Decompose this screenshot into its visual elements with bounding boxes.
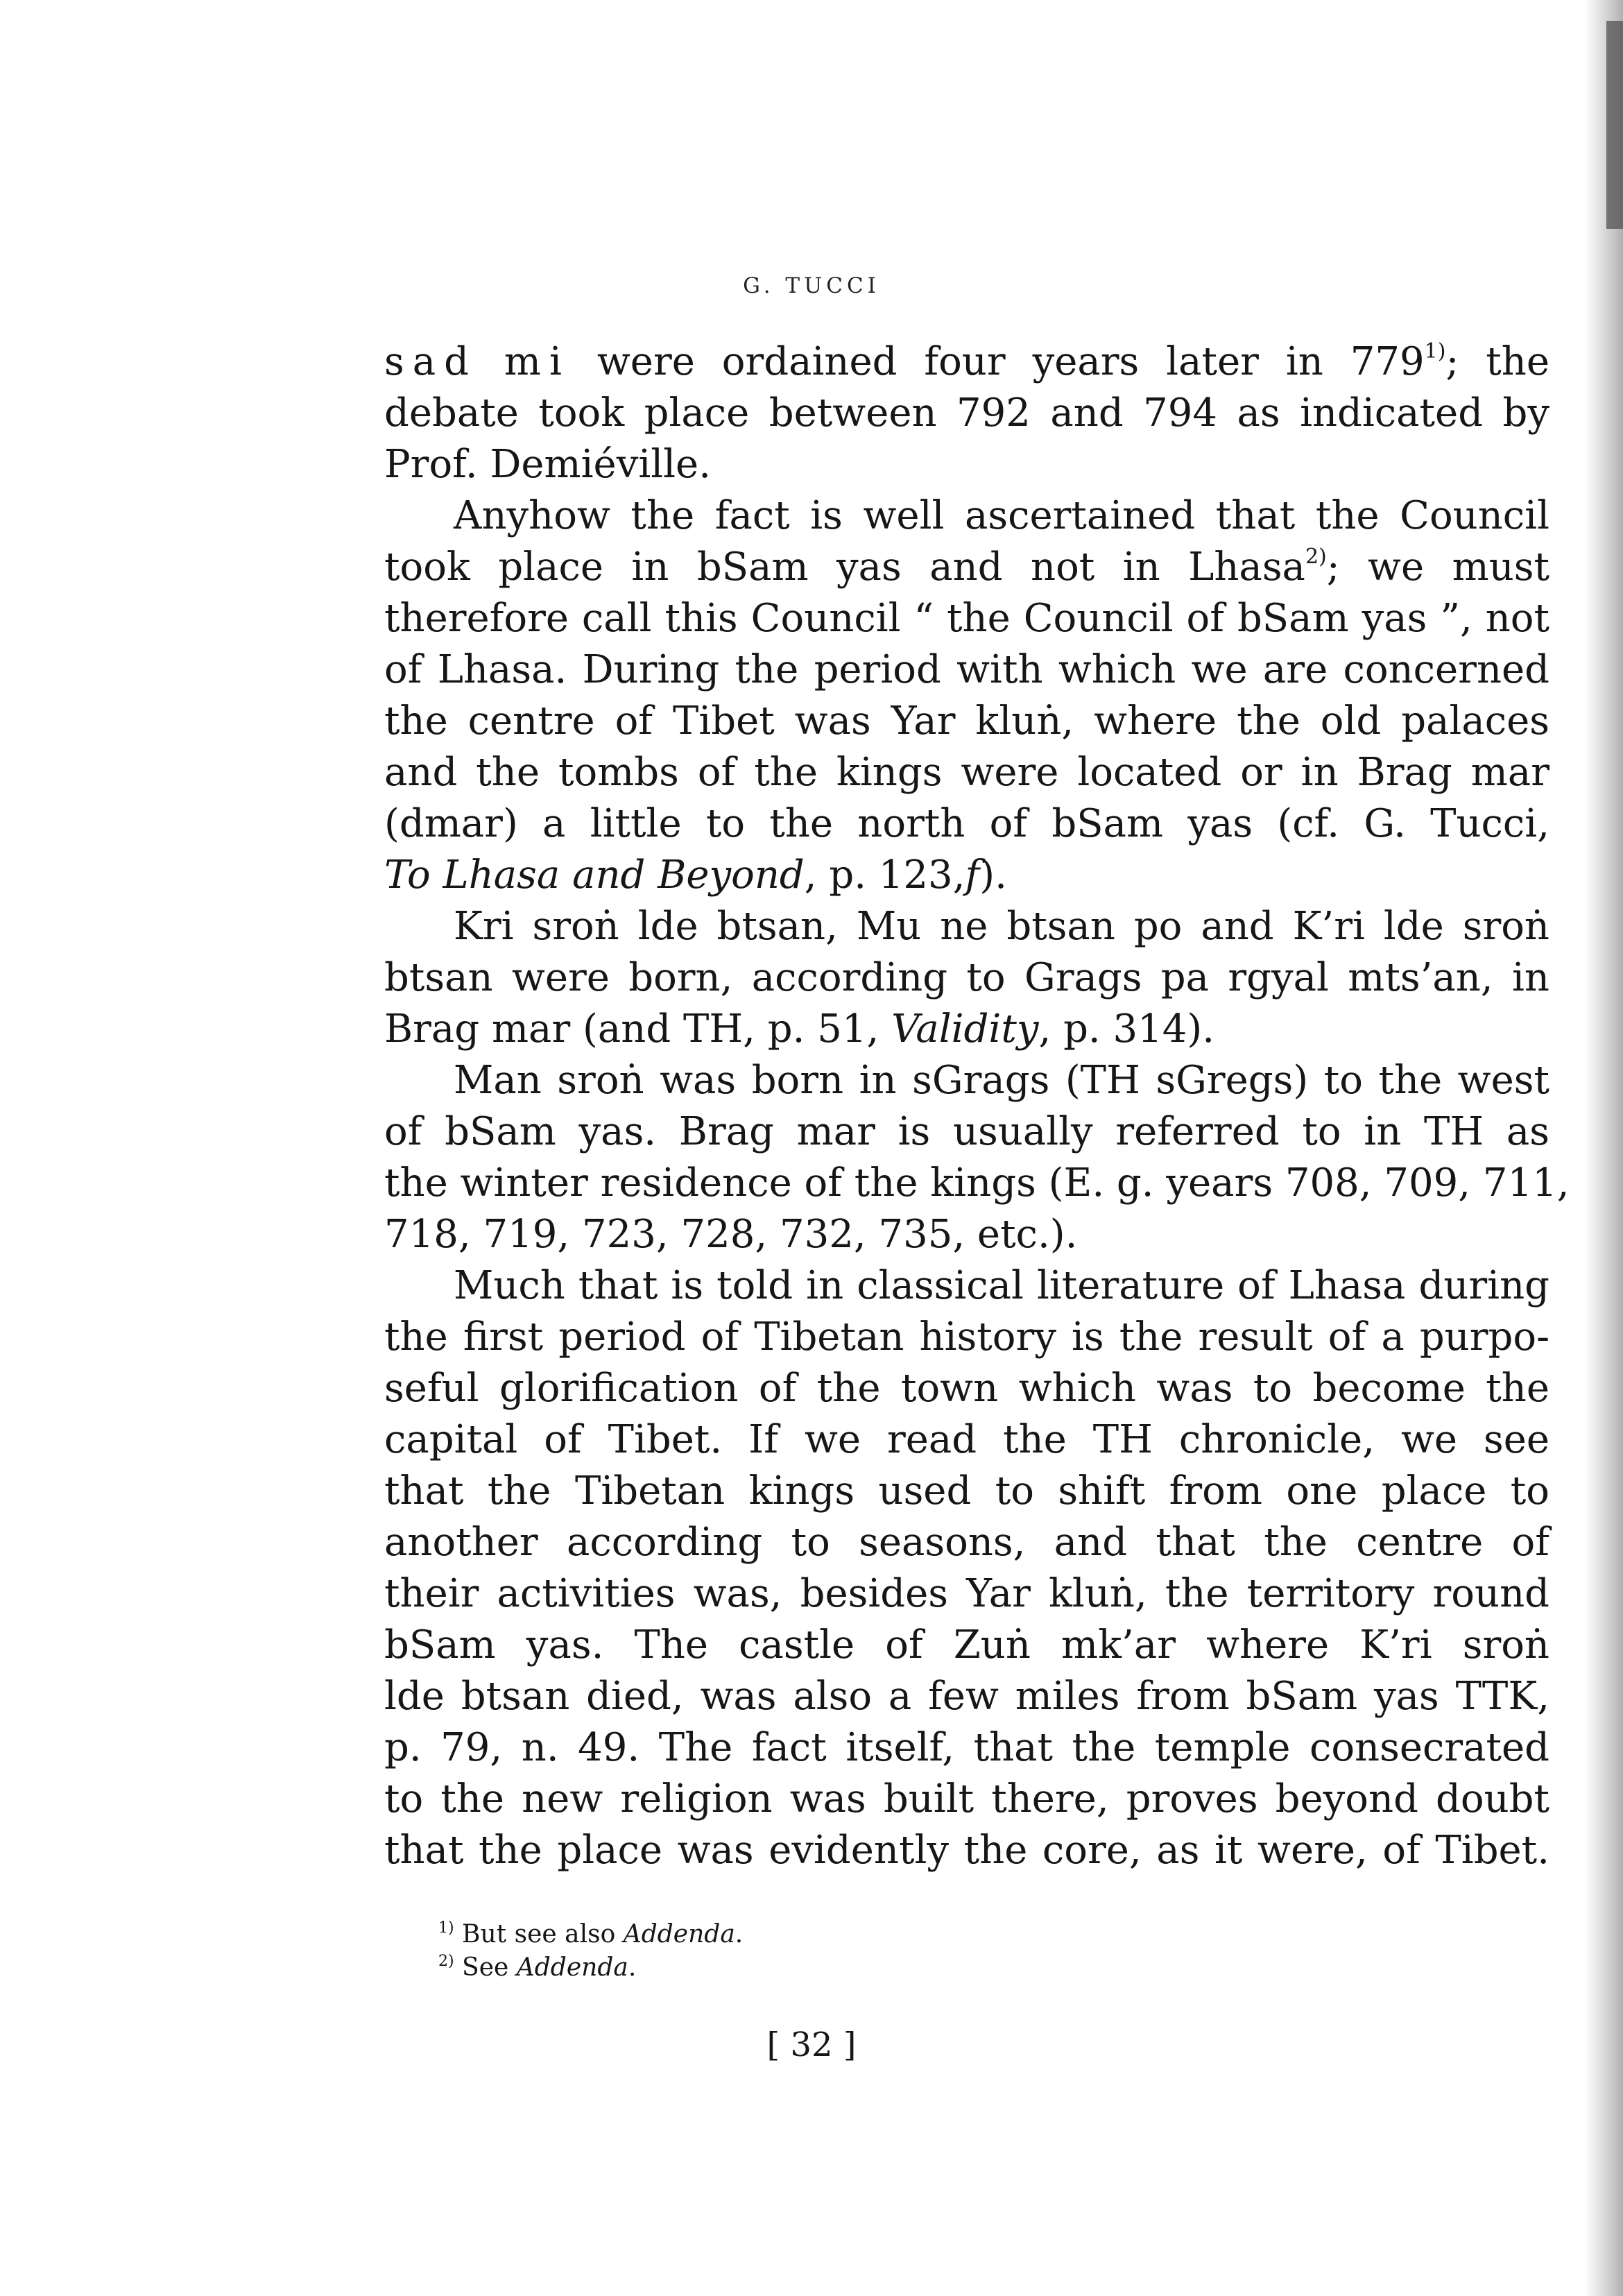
note-ref[interactable]: 1) xyxy=(1424,339,1446,363)
text-line: therefore call this Council “ the Council of bSam yas ”, not xyxy=(384,596,1549,641)
spaced-word: mi xyxy=(504,339,570,384)
text-line: Man sroṅ was born in sGrags (TH sGregs) to the west xyxy=(454,1058,1549,1103)
running-head: G. TUCCI xyxy=(743,273,880,298)
body-text xyxy=(384,336,1570,1876)
text-line: took place in bSam yas and not in Lhasa$^{2)}$; we must xyxy=(384,545,1549,590)
footnote: $^{2)}$ See Addenda. xyxy=(438,1953,637,1982)
text-line: the centre of Tibet was Yar kluṅ, where the old palaces xyxy=(384,699,1549,744)
text-line: of bSam yas. Brag mar is usually referred to in TH as xyxy=(384,1109,1549,1154)
text-line: that the Tibetan kings used to shift from one place to xyxy=(384,1468,1549,1514)
page-edge-mark xyxy=(1606,21,1623,229)
text-line: To Lhasa and Beyond, p. 123,f). xyxy=(384,853,1007,898)
text-line: another according to seasons, and that the centre of xyxy=(384,1520,1549,1565)
text-line: to the new religion was built there, proves beyond doubt xyxy=(384,1776,1549,1822)
text-line: 718, 719, 723, 728, 732, 735, etc.). xyxy=(384,1212,1078,1257)
text-line: Prof. Demiéville. xyxy=(384,442,711,487)
text-line: Much that is told in classical literature of Lhasa during xyxy=(454,1263,1549,1308)
footnote-marker: 2) xyxy=(438,1953,454,1970)
text-line: capital of Tibet. If we read the TH chronicle, we see xyxy=(384,1417,1549,1462)
footnote-marker: 1) xyxy=(438,1919,454,1937)
footnotes xyxy=(438,1918,743,1985)
text-line: the winter residence of the kings (E. g. years 708, 709, 711, xyxy=(384,1160,1570,1206)
footnote: $^{1)}$ But see also Addenda. xyxy=(438,1919,744,1948)
text-line: Brag mar (and TH, p. 51, Validity, p. 314). xyxy=(384,1006,1215,1052)
text-line: (dmar) a little to the north of bSam yas (cf. G. Tucci, xyxy=(384,801,1549,846)
book-title: To Lhasa and Beyond xyxy=(384,853,805,898)
text-line: the first period of Tibetan history is the result of a purpo- xyxy=(384,1314,1549,1360)
page-edge-shadow xyxy=(1584,0,1623,2296)
text-line: p. 79, n. 49. The fact itself, that the temple consecrated xyxy=(384,1725,1549,1770)
text-line: their activities was, besides Yar kluṅ, the territory round xyxy=(384,1571,1549,1616)
text-line: Kri sroṅ lde btsan, Mu ne btsan po and K’ri lde sroṅ xyxy=(454,904,1549,949)
text-line: bSam yas. The castle of Zuṅ mk’ar where K’ri sroṅ xyxy=(384,1622,1549,1668)
text-line: btsan were born, according to Grags pa rgyal mts’an, in xyxy=(384,955,1549,1000)
page-number: [ 32 ] xyxy=(766,2025,857,2064)
text-line: sad mi were ordained four years later in 779$^{1)}$; the xyxy=(384,339,1549,384)
text-line: and the tombs of the kings were located or in Brag mar xyxy=(384,750,1549,795)
text-line: of Lhasa. During the period with which we are concerned xyxy=(384,647,1549,692)
text-line: that the place was evidently the core, as it were, of Tibet. xyxy=(384,1828,1549,1873)
text-line: debate took place between 792 and 794 as indicated by xyxy=(384,391,1549,436)
note-ref[interactable]: 2) xyxy=(1305,545,1327,569)
text-line: lde btsan died, was also a few miles from bSam yas TTK, xyxy=(384,1674,1549,1719)
spaced-word: sad xyxy=(384,339,477,384)
text-line: Anyhow the fact is well ascertained that the Council xyxy=(454,493,1549,538)
work-title: Validity xyxy=(891,1006,1039,1052)
text-line: seful glorification of the town which was to become the xyxy=(384,1366,1549,1411)
